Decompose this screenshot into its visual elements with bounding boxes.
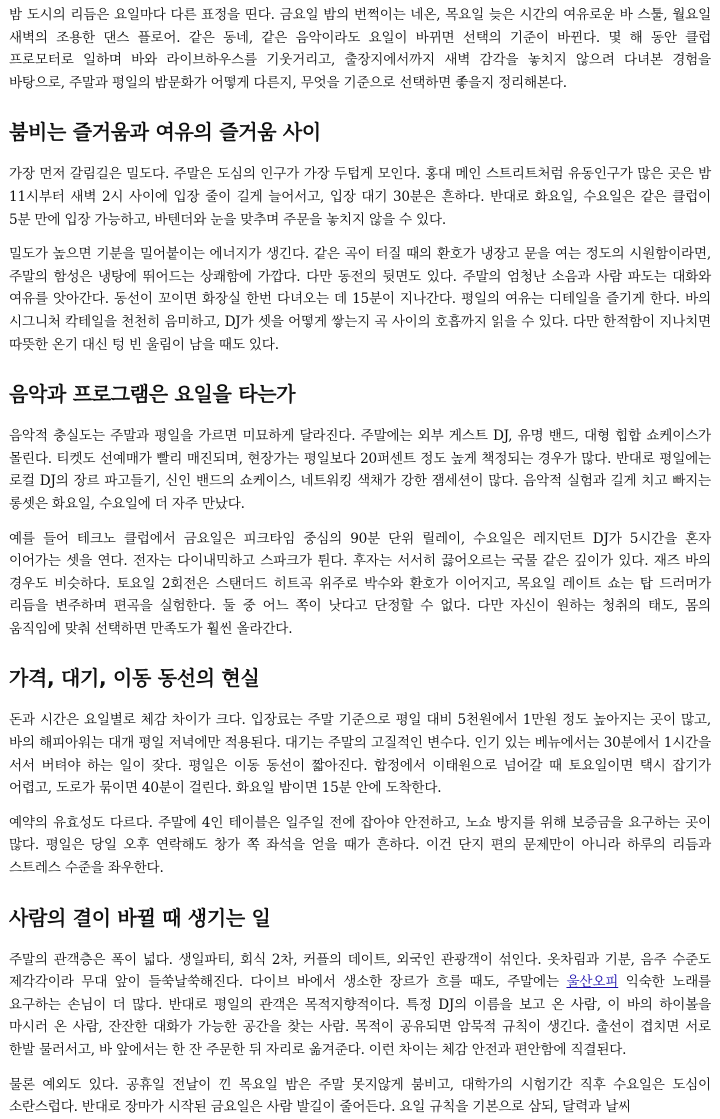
paragraph-text-after-link: 익숙한 노래를 요구하는 손님이 더 많다. 반대로 평일의 관객은 목적지향적이다. 특정 DJ의 이름을 보고 온 사람, 이 바의 하이볼을 마시러 온 사람, 잔잔한 대화가 가능한 공간을 찾는 사람. 목적이 공유되면 암묵적 규칙이 생긴다. 출선이 겹치면 서로 한발 물러서고, 바 앞에서는 한 잔 주문한 뒤 자리로 옮겨준다. 이런 차이는 체감 안전과 편안함에 직결된다. — [9, 974, 711, 1058]
section-heading-crowd: 붐비는 즐거움과 여유의 즐거움 사이 — [9, 120, 321, 145]
section-crowd-paragraph-2: 밀도가 높으면 기분을 밀어붙이는 에너지가 생긴다. 같은 곡이 터질 때의 환호가 냉장고 문을 여는 정도의 시원함이라면, 주말의 함성은 냉탕에 뛰어드는 상쾌함에 가깝다. 다만 동전의 뒷면도 있다. 주말의 엄청난 소음과 사람 파도는 대화와 여유를 앗아간다. 동선이 꼬이면 화장실 한번 다녀오는 데 15분이 지나간다. 평일의 여유는 디테일을 즐기게 한다. 바의 시그니처 칵테일을 천천히 음미하고, DJ가 셋을 어떻게 쌓는지 곡 사이의 호흡까지 읽을 수 있다. 다만 한적함이 지나치면 따뜻한 온기 대신 텅 빈 울림이 남을 때도 있다. — [9, 246, 711, 353]
section-crowd-paragraph-1: 가장 먼저 갈림길은 밀도다. 주말은 도심의 인구가 가장 두텁게 모인다. 홍대 메인 스트리트처럼 유동인구가 많은 곳은 밤 11시부터 새벽 2시 사이에 입장 줄이 길게 늘어서고, 입장 대기 30분은 흔하다. 반대로 화요일, 수요일은 같은 클럽이 5분 만에 입장 가능하고, 바텐더와 눈을 맞추며 주문을 놓치지 않을 수 있다. — [9, 166, 711, 228]
paragraph-text-before-link: 주말의 관객층은 폭이 넓다. 생일파티, 회식 2차, 커플의 데이트, 외국인 관광객이 섞인다. 옷차림과 기분, 음주 수준도 제각각이라 무대 앞이 들쑥날쑥해진다. 다이브 바에서 생소한 장르가 흐를 때도, 주말에는 — [9, 951, 711, 991]
section-people-paragraph-2: 물론 예외도 있다. 공휴일 전날이 낀 목요일 밤은 주말 못지않게 붐비고, 대학가의 시험기간 직후 수요일은 도심이 소란스럽다. 반대로 장마가 시작된 금요일은 사람 발길이 줄어든다. 요일 규칙을 기본으로 삼되, 달력과 날씨 — [9, 1076, 711, 1116]
section-music-paragraph-1: 음악적 충실도는 주말과 평일을 가르면 미묘하게 달라진다. 주말에는 외부 게스트 DJ, 유명 밴드, 대형 힙합 쇼케이스가 몰린다. 티켓도 선예매가 빨리 매진되며, 현장가는 평일보다 20퍼센트 정도 높게 책정되는 경우가 많다. 반대로 평일에는 로컬 DJ의 장르 파고들기, 신인 밴드의 쇼케이스, 네트워킹 색채가 강한 잼세션이 많다. 음악적 실험과 길게 치고 빠지는 롱셋은 화요일, 수요일에 더 자주 만났다. — [9, 428, 711, 512]
section-people-paragraph-1 — [9, 949, 711, 1062]
section-heading-music: 음악과 프로그램은 요일을 타는가 — [9, 382, 296, 407]
section-heading-cost: 가격, 대기, 이동 동선의 현실 — [9, 666, 260, 691]
intro-paragraph: 밤 도시의 리듬은 요일마다 다른 표정을 띤다. 금요일 밤의 번쩍이는 네온, 목요일 늦은 시간의 여유로운 바 스툴, 월요일 새벽의 조용한 댄스 플로어. 같은 동네, 같은 음악이라도 요일이 바뀌면 선택의 기준이 바뀐다. 몇 해 동안 클럽 프로모터로 일하며 바와 라이브하우스를 기웃거리고, 출장지에서까지 새벽 감각을 놓치지 않으려 다녀본 경험을 바탕으로, 주말과 평일의 밤문화가 어떻게 다른지, 무엇을 기준으로 선택하면 좋을지 정리해본다. — [9, 7, 711, 91]
section-cost-paragraph-1: 돈과 시간은 요일별로 체감 차이가 크다. 입장료는 주말 기준으로 평일 대비 5천원에서 1만원 정도 높아지는 곳이 많고, 바의 해피아워는 대개 평일 저녁에만 적용된다. 대기는 주말의 고질적인 변수다. 인기 있는 베뉴에서는 30분에서 1시간을 서서 버텨야 하는 일이 잦다. 평일은 이동 동선이 짧아진다. 합정에서 이태원으로 넘어갈 때 토요일이면 택시 잡기가 어렵고, 도로가 묶이면 40분이 걸린다. 화요일 밤이면 15분 안에 도착한다. — [9, 712, 711, 797]
inline-link[interactable]: 울산오피 — [566, 974, 619, 991]
section-cost-paragraph-2: 예약의 유효성도 다르다. 주말에 4인 테이블은 일주일 전에 잡아야 안전하고, 노쇼 방지를 위해 보증금을 요구하는 곳이 많다. 평일은 당일 오후 연락해도 창가 쪽 좌석을 얻을 때가 흔하다. 이건 단지 편의 문제만이 아니라 하루의 리듬과 스트레스 수준을 좌우한다. — [9, 814, 711, 877]
section-music-paragraph-2: 예를 들어 테크노 클럽에서 금요일은 피크타임 중심의 90분 단위 릴레이, 수요일은 레지던트 DJ가 5시간을 혼자 이어가는 셋을 연다. 전자는 다이내믹하고 스파크가 튄다. 후자는 서서히 끓어오르는 국물 같은 깊이가 있다. 재즈 바의 경우도 비슷하다. 토요일 2회전은 스탠더드 히트곡 위주로 박수와 환호가 이어지고, 목요일 레이트 쇼는 탑 드러머가 리듬을 변주하며 편곡을 실험한다. 둘 중 어느 쪽이 낫다고 단정할 수 없다. 다만 자신이 원하는 청취의 태도, 몸의 움직임에 맞춰 선택하면 만족도가 훨씬 올라간다. — [9, 530, 711, 637]
section-heading-people: 사람의 결이 바뀔 때 생기는 일 — [9, 905, 271, 930]
